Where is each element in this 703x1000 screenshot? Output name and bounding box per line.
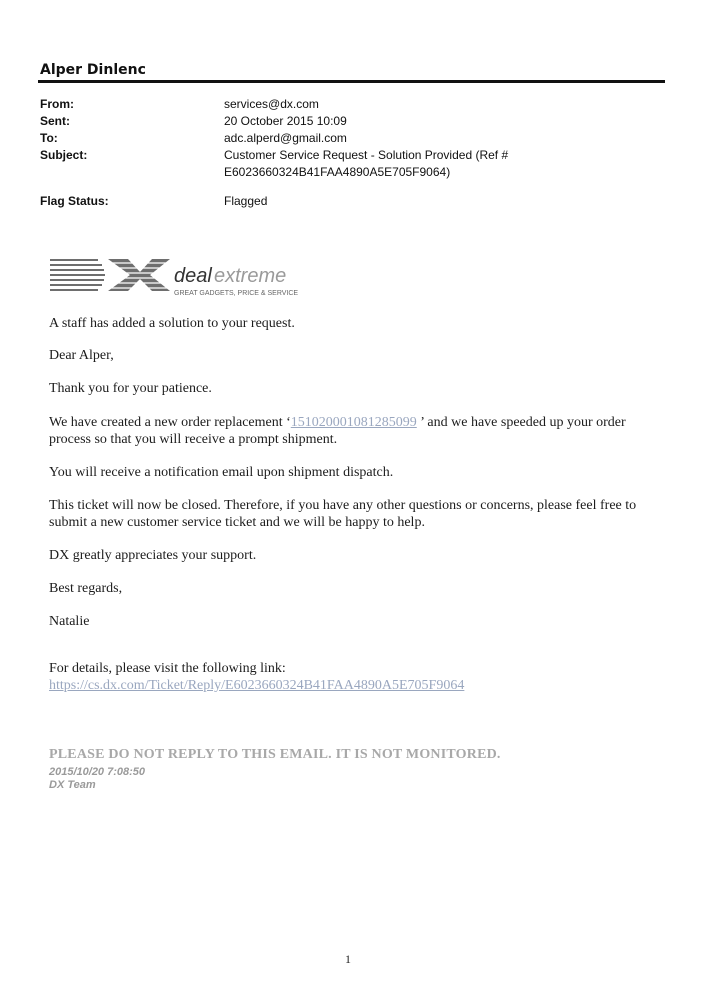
subject-label: Subject: (40, 148, 88, 162)
ticket-reply-link[interactable]: https://cs.dx.com/Ticket/Reply/E6023660324B41FAA4890A5E705F9064 (49, 678, 465, 693)
flag-status-value: Flagged (224, 194, 268, 208)
to-value: adc.alperd@gmail.com (224, 131, 347, 145)
body-paragraph-1: A staff has added a solution to your request. (49, 316, 295, 331)
dx-logo-icon (50, 255, 310, 301)
page-number: 1 (345, 952, 351, 966)
logo-brand-extreme: extreme (214, 265, 287, 287)
body-paragraph-4 (49, 414, 669, 431)
subject-value-line2: E6023660324B41FAA4890A5E705F9064) (224, 165, 451, 179)
order-text-after: ’ and we have speeded up your order (416, 415, 626, 430)
from-label: From: (40, 97, 74, 111)
sign-off: Best regards, (49, 581, 123, 596)
do-not-reply-notice: PLEASE DO NOT REPLY TO THIS EMAIL. IT IS NOT MONITORED. (49, 747, 501, 762)
order-number-link[interactable]: 151020001081285099 (290, 415, 417, 430)
sent-value: 20 October 2015 10:09 (224, 114, 347, 128)
sender-name: Alper Dinlenc (40, 62, 146, 78)
body-paragraph-5: You will receive a notification email upon shipment dispatch. (49, 465, 394, 480)
body-paragraph-4-line2: process so that you will receive a prompt shipment. (49, 432, 338, 447)
flag-status-label: Flag Status: (40, 194, 109, 208)
to-label: To: (40, 131, 58, 145)
signature-name: Natalie (49, 614, 90, 629)
details-label: For details, please visit the following link: (49, 661, 286, 676)
header-rule (38, 80, 665, 83)
body-greeting: Dear Alper, (49, 348, 114, 363)
body-paragraph-6-line1: This ticket will now be closed. Therefore, if you have any other questions or concerns, please feel free to (49, 498, 637, 513)
from-value: services@dx.com (224, 97, 319, 111)
logo-brand-deal: deal (174, 265, 212, 287)
order-text-before: We have created a new order replacement ‘ (49, 415, 291, 430)
body-paragraph-7: DX greatly appreciates your support. (49, 548, 257, 563)
body-paragraph-6-line2: submit a new customer service ticket and we will be happy to help. (49, 515, 425, 530)
body-paragraph-3: Thank you for your patience. (49, 381, 212, 396)
footer-team: DX Team (49, 779, 96, 791)
logo-tagline: GREAT GADGETS, PRICE & SERVICE (174, 290, 299, 297)
subject-value-line1: Customer Service Request - Solution Provided (Ref # (224, 148, 509, 162)
sent-label: Sent: (40, 114, 70, 128)
dealextreme-logo (50, 255, 310, 301)
footer-timestamp: 2015/10/20 7:08:50 (49, 766, 146, 778)
